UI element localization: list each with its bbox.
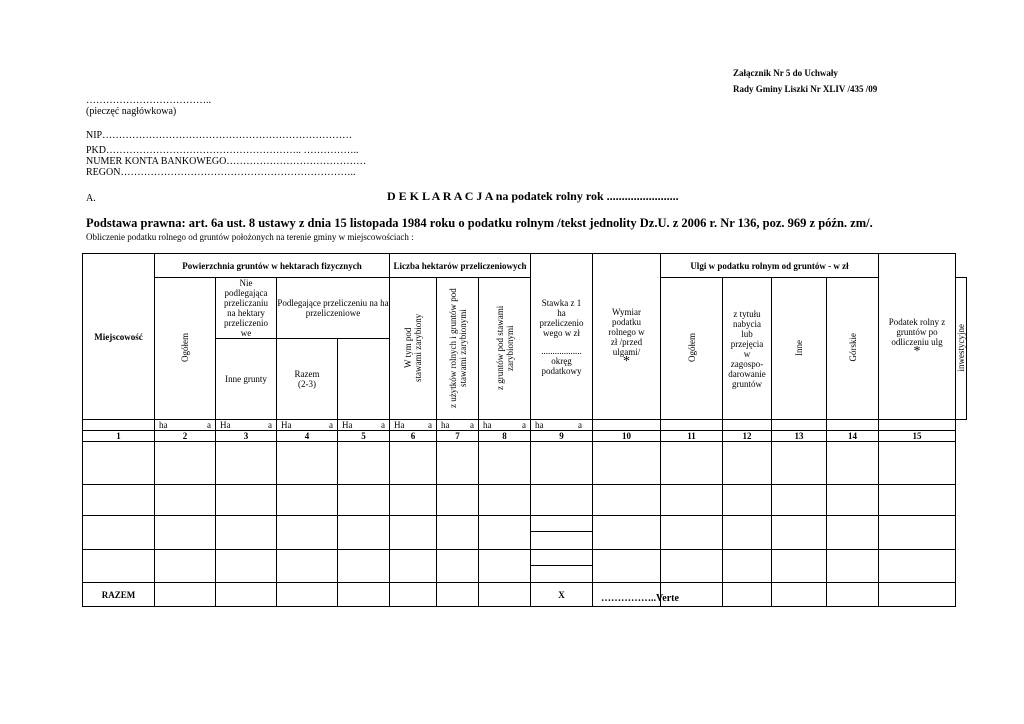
header-relief: Ulgi w podatku rolnym od gruntów - w zł (661, 254, 879, 278)
column-number: 1 (83, 431, 155, 442)
units-cell: Ha a (277, 420, 338, 431)
total-row (83, 583, 967, 607)
stamp-label: (pieczęć nagłówkowa) (86, 106, 177, 117)
podatek-star: * (913, 343, 921, 359)
header-podatek (879, 254, 956, 420)
ogolem-label: Ogółem (180, 333, 190, 362)
declaration-title: D E K L A R A C J A na podatek rolny rok ........................ (387, 189, 679, 203)
column-number: 10 (593, 431, 661, 442)
table-row (83, 485, 967, 516)
column-number: 8 (479, 431, 531, 442)
header-miejscowosc: Miejscowość (83, 254, 155, 420)
table-row (83, 516, 967, 532)
header-gorskie (827, 278, 879, 420)
units-cell: Ha a (390, 420, 437, 431)
column-number: 3 (216, 431, 277, 442)
column-number: 11 (661, 431, 723, 442)
calculation-note: Obliczenie podatku rolnego od gruntów położonych na terenie gminy w miejscowościach : (86, 232, 414, 242)
verte-label: ……………..Verte (601, 593, 679, 604)
uzytkow-label: z użytków rolnych i gruntów pod stawami zarybionymi (447, 287, 468, 408)
stamp-dots: ……………………………….. (86, 95, 211, 106)
header-w-tym (390, 278, 437, 420)
header-inwestycyjne (956, 278, 967, 420)
attachment-line-1: Załącznik Nr 5 do Uchwały (733, 68, 838, 78)
nip-field: NIP………………………………………………………………… (86, 130, 353, 141)
ogolem-2-label: Ogółem (686, 333, 697, 362)
units-cell: Ha a (216, 420, 277, 431)
inne-label: Inne (794, 339, 804, 356)
header-inne-grunty: Inne grunty (216, 339, 277, 420)
header-razem-23: Razem (2-3) (277, 339, 338, 420)
gorskie-label: Górskie (847, 333, 858, 362)
column-number: 6 (390, 431, 437, 442)
pod-stawami-label: z gruntów pod stawami zarybionymi (494, 305, 515, 390)
w-tym-label: W tym pod stawami zarybiony (403, 313, 423, 382)
units-cell (83, 420, 155, 431)
legal-basis: Podstawa prawna: art. 6a ust. 8 ustawy z dnia 15 listopada 1984 roku o podatku rolnym /tekst jednolity Dz.U. z 2006 r. Nr 136, poz. 969 z późn. zm/. (86, 216, 873, 230)
header-ogolem (155, 278, 216, 420)
column-number: 4 (277, 431, 338, 442)
stawka-label: Stawka z 1 ha przeliczenio wego w zł (539, 297, 584, 338)
header-converted-hectares: Liczba hektarów przeliczeniowych (390, 254, 531, 278)
column-number: 7 (437, 431, 479, 442)
account-field: NUMER KONTA BANKOWEGO…………………………………… (86, 156, 367, 167)
units-cell: ha a (155, 420, 216, 431)
pkd-field: PKD………………………………………………….. …………….. (86, 145, 359, 156)
units-cell: ha a (479, 420, 531, 431)
podatek-label: Podatek rolny z gruntów po odliczeniu ulg (888, 316, 946, 347)
inwestycyjne-label: inwestycyjne (956, 323, 966, 372)
declaration-table (82, 253, 967, 607)
column-number: 2 (155, 431, 216, 442)
column-number: 9 (531, 431, 593, 442)
wymiar-label: Wymiar podatku rolnego w zł /przed ulgami/ (608, 306, 645, 357)
column-number: 13 (772, 431, 827, 442)
okreg-dots: .................. (541, 345, 582, 356)
regon-field: REGON…………………………………………………………….. (86, 167, 356, 178)
header-tytulu: z tytułu nabycia lub przejęcia w zagospo- darowanie gruntów (723, 278, 772, 420)
header-podlegajace: Podlegające przeliczeniu na ha przeliczeniowe (277, 278, 390, 339)
header-nie-podlegajaca: Nie podlegająca przeliczaniu na hektary przeliczenio we (216, 278, 277, 339)
column-number: 12 (723, 431, 772, 442)
units-cell: ha a (531, 420, 593, 431)
total-x: X (531, 583, 593, 607)
header-pod-stawami (479, 278, 531, 420)
column-number: 5 (338, 431, 390, 442)
okreg-label: okręg podatkowy (541, 355, 582, 376)
total-label: RAZEM (83, 583, 155, 607)
header-wymiar (593, 254, 661, 420)
attachment-line-2: Rady Gminy Liszki Nr XLIV /435 /09 (733, 84, 878, 94)
table-row (83, 550, 967, 566)
table-row (83, 442, 967, 485)
header-physical-area: Powierzchnia gruntów w hektarach fizycznych (155, 254, 390, 278)
header-ogolem-2 (661, 278, 723, 420)
units-cell: Ha a (338, 420, 390, 431)
column-number: 15 (879, 431, 956, 442)
section-letter: A. (86, 193, 96, 204)
header-inne (772, 278, 827, 420)
column-number: 14 (827, 431, 879, 442)
header-stawka (531, 254, 593, 420)
header-uzytkow (437, 278, 479, 420)
wymiar-star: * (623, 353, 630, 369)
units-cell: ha a (437, 420, 479, 431)
